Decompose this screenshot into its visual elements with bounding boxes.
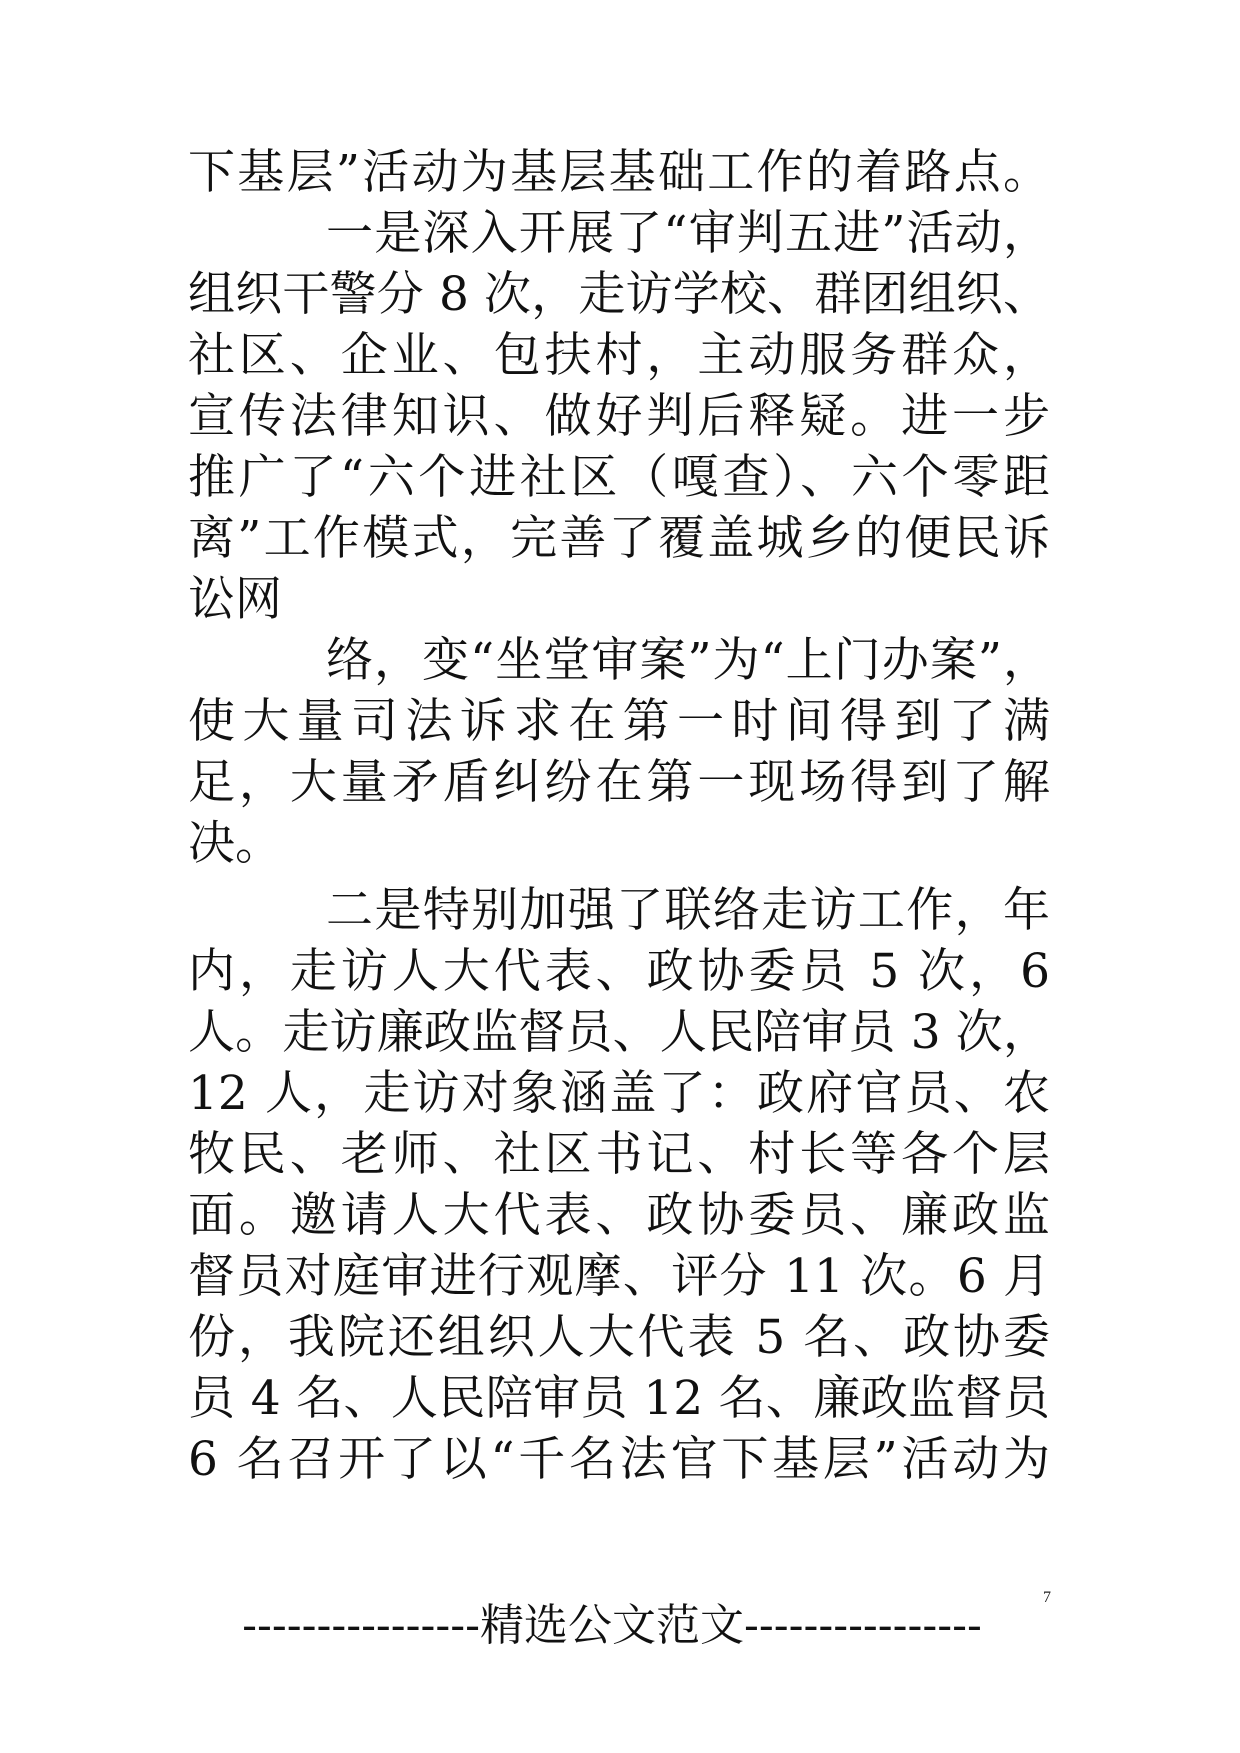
text-line: 组织干警分 8 次，走访学校、群团组织、 (188, 267, 1050, 322)
text-line: 足，大量矛盾纠纷在第一现场得到了解 (188, 755, 1050, 810)
text-line: 督员对庭审进行观摩、评分 11 次。6 月 (188, 1249, 1050, 1304)
text-line: 面。邀请人大代表、政协委员、廉政监 (188, 1188, 1050, 1243)
paragraph-first-line: 络，变“坐堂审案”为“上门办案”， (326, 633, 1050, 688)
text-line: 宣传法律知识、做好判后释疑。进一步 (188, 389, 1050, 444)
text-line: 离”工作模式，完善了覆盖城乡的便民诉 (188, 511, 1050, 566)
text-line: 推广了“六个进社区（嘎查）、六个零距 (188, 450, 1050, 505)
text-line: 牧民、老师、社区书记、村长等各个层 (188, 1127, 1050, 1182)
text-line: 份，我院还组织人大代表 5 名、政协委 (188, 1310, 1050, 1365)
text-line: 人。走访廉政监督员、人民陪审员 3 次， (188, 1005, 1050, 1060)
text-line: 内，走访人大代表、政协委员 5 次，6 (188, 944, 1050, 999)
paragraph-first-line: 一是深入开展了“审判五进”活动， (326, 206, 1050, 261)
text-line: 社区、企业、包扶村，主动服务群众， (188, 328, 1050, 383)
paragraph-first-line: 二是特别加强了联络走访工作，年 (326, 883, 1050, 938)
text-line: 使大量司法诉求在第一时间得到了满 (188, 694, 1050, 749)
text-line: 12 人，走访对象涵盖了：政府官员、农 (188, 1066, 1050, 1121)
text-line: 决。 (188, 816, 282, 871)
footer-banner: ----------------精选公文范文---------------- (242, 1600, 982, 1651)
text-line: 讼网 (188, 572, 282, 627)
page-number: 7 (1043, 1589, 1051, 1606)
text-line: 6 名召开了以“千名法官下基层”活动为 (188, 1432, 1050, 1487)
text-line: 员 4 名、人民陪审员 12 名、廉政监督员 (188, 1371, 1050, 1426)
text-line: 下基层”活动为基层基础工作的着路点。 (188, 145, 1050, 200)
